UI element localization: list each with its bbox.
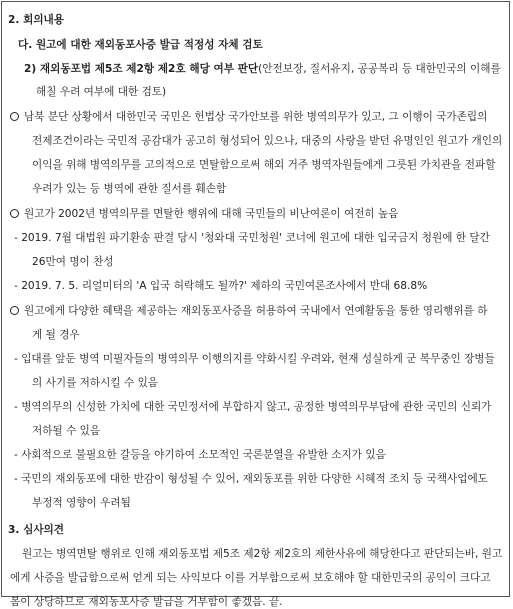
dash-item-line: - 입대를 앞둔 병역 미필자들의 병역의무 이행의지를 약화시킬 우려와, 현재 성실하게 군 복무중인 장병들: [14, 353, 495, 365]
dash-item-line: - 사회적으로 불필요한 갈등을 야기하여 소모적인 국론분열을 유발한 소지가 있음: [14, 449, 386, 461]
opinion-line: 에게 사증을 발급함으로써 얻게 되는 사익보다 이를 거부함으로써 보호해야 할 대한민국의 공익이 크다고: [10, 572, 491, 584]
circle-bullet-icon: [10, 209, 19, 218]
dash-item-line: 부정적 영향이 우려됨: [32, 497, 131, 509]
circle-bullet-icon: [10, 112, 19, 121]
dash-item-line: 26만여 명이 찬성: [32, 256, 114, 268]
section-heading-opinion: 3. 심사의견: [8, 524, 65, 536]
section-heading-meeting: 2. 회의내용: [8, 14, 65, 26]
dash-item-line: 의 사기를 저하시킬 수 있음: [32, 377, 159, 389]
criterion-title: 2) 재외동포법 제5조 제2항 제2호 해당 여부 판단: [24, 63, 259, 75]
paragraph-line: 원고가 2002년 병역의무를 면탈한 행위에 대해 국민들의 비난여론이 여전히 높음: [24, 208, 399, 220]
opinion-line: 원고는 병역면탈 행위로 인해 재외동포법 제5조 제2항 제2호의 제한사유에 해당한다고 판단되는바, 원고: [22, 548, 503, 560]
criterion-scope: (안전보장, 질서유지, 공공복리 등 대한민국의 이해를: [258, 63, 501, 75]
criterion-heading: [24, 62, 501, 76]
paragraph-line: 우려가 있는 등 병역에 관한 질서를 훼손함: [32, 183, 227, 195]
paragraph-line: 전제조건이라는 국민적 공감대가 공고히 형성되어 있으나, 대중의 사랑을 받던 유명인인 원고가 개인의: [32, 135, 503, 147]
criterion-scope-cont: 해칠 우려 여부에 대한 검토): [36, 86, 167, 98]
paragraph-line: 이익을 위해 병역의무를 고의적으로 면탈함으로써 해외 거주 병역자원들에게 그릇된 가치관을 전파할: [32, 159, 496, 171]
circle-bullet-icon: [10, 306, 19, 315]
paragraph-line: 게 될 경우: [32, 329, 80, 341]
dash-item-line: - 2019. 7월 대법원 파기환송 판결 당시 '청와대 국민청원' 코너에 원고에 대한 입국금지 청원에 한 달간: [14, 232, 490, 244]
opinion-line: 봄이 상당하므로 재외동포사증 발급을 거부함이 좋겠음. 끝.: [10, 596, 283, 608]
subsection-heading-review: 다. 원고에 대한 재외동포사증 발급 적정성 자체 검토: [18, 39, 263, 51]
paragraph-line: 남북 분단 상황에서 대한민국 국민은 헌법상 국가안보를 위한 병역의무가 있고, 그 이행이 국가존립의: [24, 111, 488, 123]
dash-item-line: - 2019. 7. 5. 리얼미터의 'A 입국 허락해도 될까?' 제하의 국민여론조사에서 반대 68.8%: [14, 280, 428, 292]
dash-item-line: - 병역의무의 신성한 가치에 대한 국민정서에 부합하지 않고, 공정한 병역의무부담에 관한 국민의 신뢰가: [14, 401, 492, 413]
dash-item-line: - 국민의 재외동포에 대한 반감이 형성될 수 있어, 재외동포를 위한 다양한 시혜적 조치 등 국책사업에도: [14, 473, 488, 485]
paragraph-line: 원고에게 다양한 혜택을 제공하는 재외동포사증을 허용하여 국내에서 연예활동을 통한 영리행위를 하: [24, 305, 488, 317]
dash-item-line: 저하될 수 있음: [32, 425, 101, 437]
